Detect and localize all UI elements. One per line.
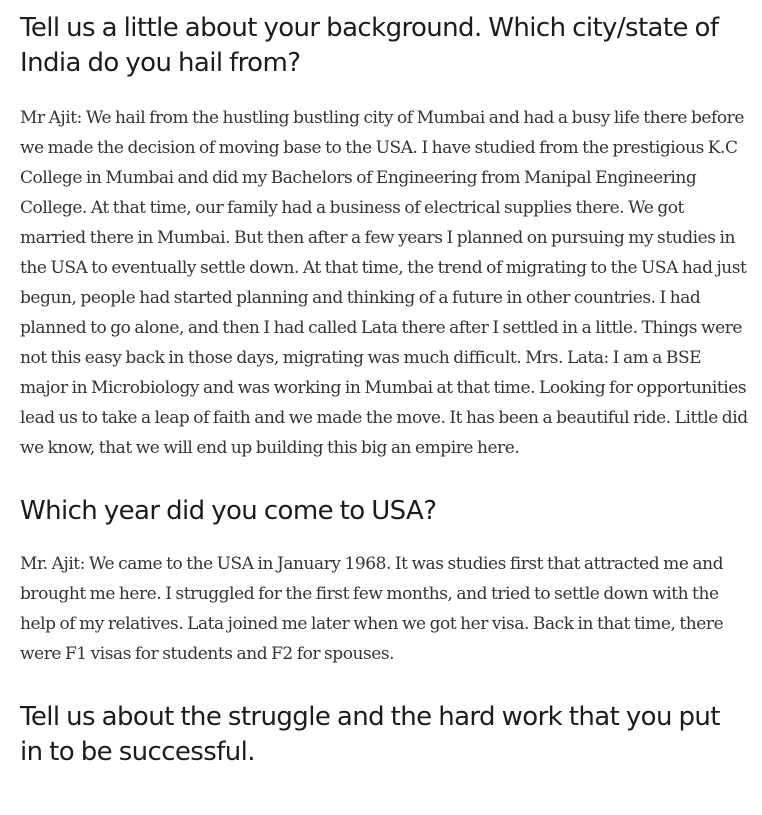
- section-heading-background: Tell us a little about your background. Which city/state of India do you hail from?: [20, 13, 719, 78]
- section-heading-year: Which year did you come to USA?: [20, 496, 437, 526]
- article-content: [20, 0, 748, 770]
- section-body-year: Mr. Ajit: We came to the USA in January 1968. It was studies first that attracted me and brought me here. I struggled for the first few months, and tried to settle down with the help of my relatives. Lata joined me later when we got her visa. Back in that time, there were F1 visas for students and F2 for spouses.: [20, 554, 724, 664]
- section-heading-struggle: Tell us about the struggle and the hard work that you put in to be successful.: [20, 702, 720, 767]
- section-body-background: Mr Ajit: We hail from the hustling bustling city of Mumbai and had a busy life there before we made the decision of moving base to the USA. I have studied from the prestigious K.C College in Mumbai and did my Bachelors of Engineering from Manipal Engineering College. At that time, our family had a business of electrical supplies there. We got married there in Mumbai. But then after a few years I planned on pursuing my studies in the USA to eventually settle down. At that time, the trend of migrating to the USA had just begun, people had started planning and thinking of a future in other countries. I had planned to go alone, and then I had called Lata there after I settled in a little. Things were not this easy back in those days, migrating was much difficult. Mrs. Lata: I am a BSE major in Microbiology and was working in Mumbai at that time. Looking for opportunities lead us to take a leap of faith and we made the move. It has been a beautiful ride. Little did we know, that we will end up building this big an empire here.: [20, 108, 748, 458]
